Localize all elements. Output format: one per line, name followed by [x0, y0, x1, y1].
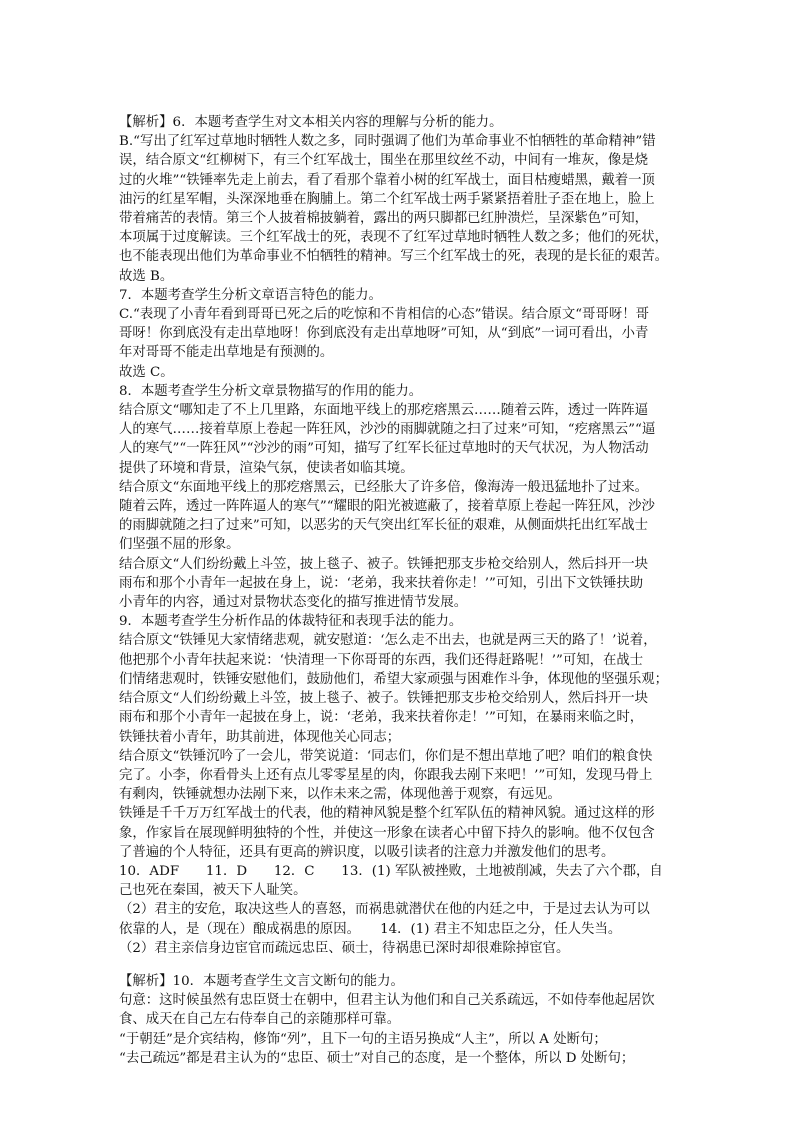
answer-analysis-section-1 — [119, 113, 685, 958]
text-line: 油污的红星军帽，头深深地垂在胸脯上。第二个红军战士两手紧紧捂着肚子歪在地上，脸上 — [119, 191, 655, 207]
section-gap — [119, 958, 685, 972]
text-line: 完了。小李，你看骨头上还有点儿零零星星的肉，你跟我去剐下来吧！’”可知，发现马骨上 — [119, 767, 653, 783]
text-line: 故选 C。 — [119, 364, 174, 380]
text-line: 们坚强不屈的形象。 — [119, 537, 240, 553]
text-line: （2）君主亲信身边宦官而疏远忠臣、硕士，待祸患已深时却很难除掉宦官。 — [119, 940, 570, 956]
text-line: B.“写出了红军过草地时牺牲人数之多，同时强调了他们为革命事业不怕牺牲的革命精神”错 — [119, 134, 656, 150]
text-line: 也不能表现出他们为革命事业不怕牺牲的精神。写三个红军战士的死，表现的是长征的艰苦。 — [119, 249, 669, 265]
text-line: 句意：这时候虽然有忠臣贤士在朝中，但君主认为他们和自己关系疏远，不如侍奉他起居饮 — [119, 993, 655, 1009]
text-line: 本项属于过度解读。三个红军战士的死，表现不了红军过草地时牺牲人数之多；他们的死状， — [119, 230, 669, 246]
text-line: 结合原文“铁锤沉吟了一会儿，带笑说道：‘同志们，你们是不想出草地了吧？咱们的粮食快 — [119, 748, 653, 764]
text-line: 过的火堆”“铁锤率先走上前去，看了看那个靠着小树的红军战士，面目枯瘦蜡黑，戴着一顶 — [119, 172, 655, 188]
text-line: 【解析】10．本题考查学生文言文断句的能力。 — [119, 973, 404, 989]
text-line: 10．ADF 11．D 12．C 13．(1) 军队被挫败，土地被削减，失去了六个郡，自 — [119, 863, 663, 879]
text-line: “去己疏远”都是君主认为的“忠臣、硕士”对自己的态度，是一个整体，所以 D 处断句； — [119, 1050, 635, 1066]
text-line: 7．本题考查学生分析文章语言特色的能力。 — [119, 287, 382, 303]
text-line: 误，结合原文“红柳树下，有三个红军战士，围坐在那里纹丝不动，中间有一堆灰，像是烧 — [119, 153, 649, 169]
text-line: 铁锤扶着小青年，助其前进，体现他关心同志； — [119, 729, 401, 745]
text-line: 雨布和那个小青年一起披在身上，说：‘老弟，我来扶着你走！’”可知，在暴雨来临之时， — [119, 710, 644, 726]
text-line: 铁锤是千千万万红军战士的代表，他的精神风貌是整个红军队伍的精神风貌。通过这样的形 — [119, 806, 655, 822]
text-line: 结合原文“人们纷纷戴上斗笠，披上毯子、被子。铁锤把那支步枪交给别人，然后抖开一块 — [119, 691, 649, 707]
text-line: 随着云阵，透过一阵阵逼人的寒气”“耀眼的阳光被遮蔽了，接着草原上卷起一阵狂风，沙沙 — [119, 499, 655, 515]
text-line: 【解析】6．本题考查学生对文本相关内容的理解与分析的能力。 — [119, 115, 503, 130]
text-line: 们情绪悲观时，铁锤安慰他们，鼓励他们，希望大家顽强与困难作斗争，体现他的坚强乐观； — [119, 671, 669, 687]
text-line: 食、成天在自己左右侍奉自己的亲随那样可靠。 — [119, 1012, 401, 1028]
text-line: “于朝廷”是介宾结构，修饰“列”，且下一句的主语另换成“人主”，所以 A 处断句； — [119, 1031, 607, 1047]
text-line: 结合原文“铁锤见大家情绪悲观，就安慰道：‘怎么走不出去，也就是两三天的路了！’说着， — [119, 633, 657, 649]
text-line: 带着痛苦的表情。第三个人披着棉披躺着，露出的两只脚都已红肿溃烂，呈深紫色”可知， — [119, 211, 649, 227]
text-line: 雨布和那个小青年一起披在身上，说：‘老弟，我来扶着你走！’”可知，引出下文铁锤扶助 — [119, 575, 644, 591]
text-line: 了普遍的个人特征，还具有更高的辨识度，以吸引读者的注意力并激发他们的思考。 — [119, 844, 615, 860]
answer-analysis-section-2 — [119, 972, 685, 1068]
text-line: 结合原文“人们纷纷戴上斗笠，披上毯子、被子。铁锤把那支步枪交给别人，然后抖开一块 — [119, 556, 649, 572]
text-line: 象，作家旨在展现鲜明独特的个性，并使这一形象在读者心中留下持久的影响。他不仅包含 — [119, 825, 655, 841]
text-line: 有剩肉，铁锤就想办法剐下来，以作未来之需，体现他善于观察，有远见。 — [119, 787, 561, 803]
text-line: 9．本题考查学生分析作品的体裁特征和表现手法的能力。 — [119, 614, 463, 630]
text-line: 结合原文“哪知走了不上几里路，东面地平线上的那疙瘩黑云……随着云阵，透过一阵阵逼 — [119, 403, 649, 419]
text-line: C.“表现了小青年看到哥哥已死之后的吃惊和不肯相信的心态”错误。结合原文“哥哥呀！哥 — [119, 307, 650, 323]
text-line: 结合原文“东面地平线上的那疙瘩黑云，已经胀大了许多倍，像海涛一般迅猛地扑了过来。 — [119, 479, 649, 495]
text-line: 提供了环境和背景，渲染气氛，使读者如临其境。 — [119, 460, 414, 476]
text-line: 依靠的人，是（现在）酿成祸患的原因。 14．(1) 君主不知忠臣之分，任人失当。 — [119, 921, 622, 937]
text-line: 年对哥哥不能走出草地是有预测的。 — [119, 345, 334, 361]
text-line: （2）君主的安危，取决这些人的喜怒，而祸患就潜伏在他的内廷之中，于是过去认为可以 — [119, 902, 650, 918]
text-line: 人的寒气……接着草原上卷起一阵狂风，沙沙的雨脚就随之扫了过来”可知，“疙瘩黑云”“逼 — [119, 422, 656, 438]
text-line: 哥呀！你到底没有走出草地呀！你到底没有走出草地呀”可知，从“到底”一词可看出，小青 — [119, 326, 649, 342]
text-line: 小青年的内容，通过对景物状态变化的描写推进情节发展。 — [119, 595, 468, 611]
text-line: 8．本题考查学生分析文章景物描写的作用的能力。 — [119, 383, 423, 399]
text-line: 的雨脚就随之扫了过来”可知，以恶劣的天气突出红军长征的艰难，从侧面烘托出红军战士 — [119, 518, 649, 534]
text-line: 故选 B。 — [119, 268, 174, 284]
text-line: 人的寒气”“一阵狂风”“沙沙的雨”可知，描写了红军长征过草地时的天气状况，为人物活动 — [119, 441, 649, 457]
text-line: 己也死在秦国，被天下人耻笑。 — [119, 883, 307, 899]
text-line: 他把那个小青年扶起来说：‘快清理一下你哥哥的东西，我们还得赶路呢！’”可知，在战士 — [119, 652, 644, 668]
